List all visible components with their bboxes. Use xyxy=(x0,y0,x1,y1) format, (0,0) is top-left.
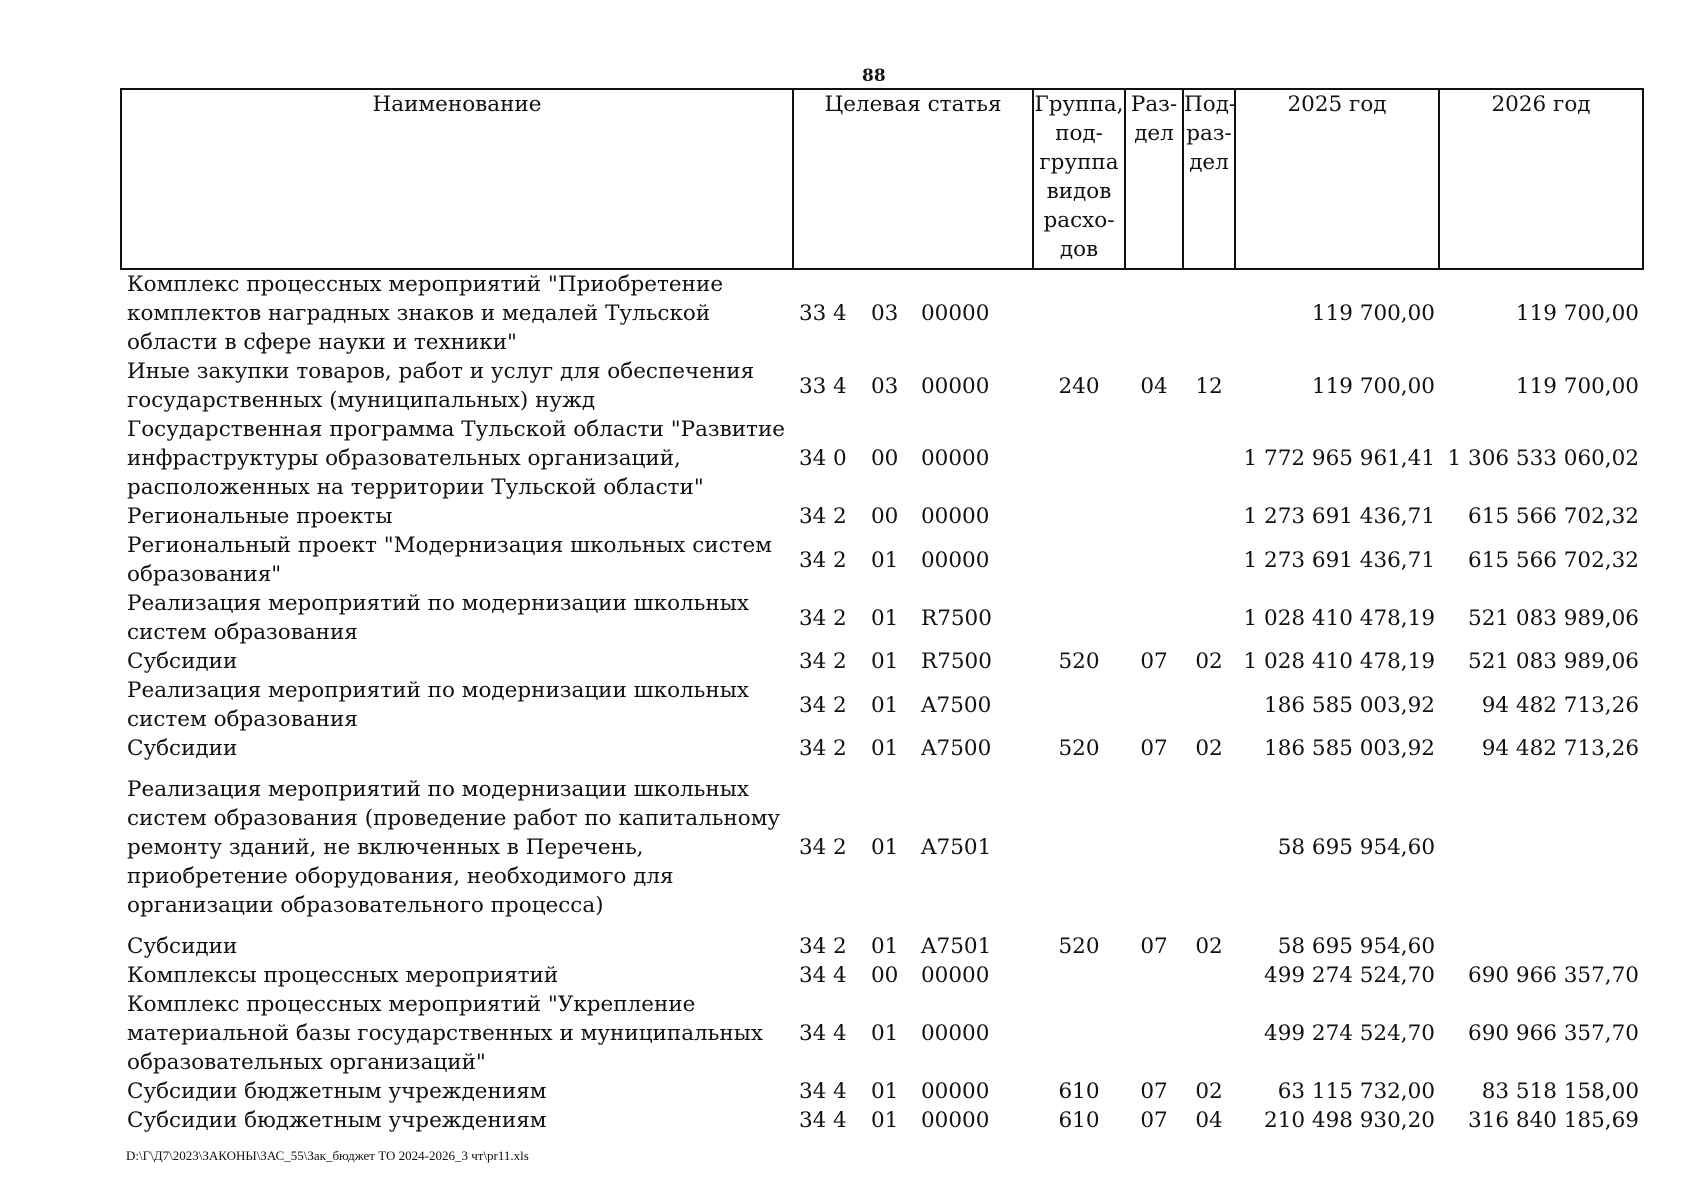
target-part: R7500 xyxy=(921,605,992,631)
target-part: 01 xyxy=(871,649,899,674)
row-value-2025: 186 585 003,92 xyxy=(1264,692,1435,718)
row-group xyxy=(1033,589,1125,647)
target-part: 4 xyxy=(833,1108,847,1133)
row-section: 04 xyxy=(1140,373,1168,399)
target-part: 4 xyxy=(833,1021,847,1046)
row-section xyxy=(1125,269,1183,357)
row-name: Субсидии бюджетным учреждениям xyxy=(127,1108,547,1133)
target-part: 34 xyxy=(799,1108,827,1133)
table-row xyxy=(121,961,1643,990)
header-2026: 2026 год xyxy=(1439,89,1643,269)
row-group: 520 xyxy=(1058,736,1100,761)
row-target xyxy=(793,589,1033,647)
row-subsection: 02 xyxy=(1195,649,1223,674)
row-target xyxy=(793,1106,1033,1135)
row-section: 07 xyxy=(1140,934,1168,959)
header-2025: 2025 год xyxy=(1235,89,1439,269)
row-group: 520 xyxy=(1058,934,1100,959)
row-section: 07 xyxy=(1140,736,1168,761)
target-part: 34 xyxy=(799,934,827,959)
row-spacer-cell xyxy=(121,763,1643,775)
row-subsection: 02 xyxy=(1195,736,1223,761)
target-part: 34 xyxy=(799,692,827,718)
row-value-2025: 119 700,00 xyxy=(1311,301,1435,326)
row-target xyxy=(793,531,1033,589)
target-part: 34 xyxy=(799,1079,827,1104)
row-name: Субсидии xyxy=(127,736,238,761)
row-subsection xyxy=(1183,589,1235,647)
target-part: 34 xyxy=(799,504,827,529)
row-name: Реализация мероприятий по модернизации школьных систем образования xyxy=(127,678,749,732)
row-target xyxy=(793,357,1033,415)
row-subsection xyxy=(1183,990,1235,1077)
target-part: 2 xyxy=(833,605,847,631)
row-subsection xyxy=(1183,961,1235,990)
target-part: 00000 xyxy=(921,301,990,326)
target-part: 00000 xyxy=(921,1108,990,1133)
table-body xyxy=(121,269,1643,1135)
target-part: 2 xyxy=(833,835,847,860)
header-name: Наименование xyxy=(121,89,793,269)
table-row xyxy=(121,932,1643,961)
row-name: Иные закупки товаров, работ и услуг для обеспечения государственных (муниципальных) нужд xyxy=(127,359,755,413)
row-subsection xyxy=(1183,531,1235,589)
row-group xyxy=(1033,502,1125,531)
row-section: 07 xyxy=(1140,1079,1168,1104)
row-value-2026 xyxy=(1439,932,1643,961)
row-group xyxy=(1033,676,1125,734)
target-part: 4 xyxy=(833,1079,847,1104)
row-value-2026: 119 700,00 xyxy=(1515,301,1639,326)
row-value-2026: 521 083 989,06 xyxy=(1468,605,1639,631)
row-section xyxy=(1125,531,1183,589)
row-name: Комплексы процессных мероприятий xyxy=(127,963,559,988)
row-value-2025: 63 115 732,00 xyxy=(1277,1079,1435,1104)
header-subsection xyxy=(1183,89,1235,269)
row-subsection: 12 xyxy=(1195,373,1223,399)
row-section xyxy=(1125,415,1183,502)
target-part: 00000 xyxy=(921,1021,990,1046)
target-part: 01 xyxy=(871,1021,899,1046)
header-subsection-line: Под- xyxy=(1184,92,1237,117)
row-subsection xyxy=(1183,269,1235,357)
row-target xyxy=(793,647,1033,676)
row-name: Субсидии xyxy=(127,649,238,674)
row-group: 610 xyxy=(1058,1108,1100,1133)
row-value-2026: 119 700,00 xyxy=(1515,373,1639,399)
target-part: 33 xyxy=(799,373,827,399)
row-value-2025: 186 585 003,92 xyxy=(1264,736,1435,761)
row-target xyxy=(793,269,1033,357)
row-value-2025: 1 273 691 436,71 xyxy=(1243,504,1435,529)
row-name: Комплекс процессных мероприятий "Приобретение комплектов наградных знаков и медалей Тульской области в сфере науки и техники" xyxy=(127,272,724,355)
table-row xyxy=(121,676,1643,734)
table-row xyxy=(121,775,1643,920)
target-part: 2 xyxy=(833,736,847,761)
row-subsection xyxy=(1183,415,1235,502)
row-value-2026: 615 566 702,32 xyxy=(1468,504,1639,529)
row-section xyxy=(1125,676,1183,734)
row-value-2026: 615 566 702,32 xyxy=(1468,547,1639,573)
row-target xyxy=(793,1077,1033,1106)
row-name: Субсидии xyxy=(127,934,238,959)
table-row xyxy=(121,357,1643,415)
target-part: 34 xyxy=(799,736,827,761)
target-part: 34 xyxy=(799,446,827,471)
header-group-line: Группа, xyxy=(1034,92,1124,117)
row-group xyxy=(1033,531,1125,589)
row-section xyxy=(1125,502,1183,531)
target-part: 01 xyxy=(871,692,899,718)
row-value-2026: 316 840 185,69 xyxy=(1468,1108,1639,1133)
budget-page xyxy=(120,88,1642,1135)
target-part: 03 xyxy=(871,373,899,399)
target-part: R7500 xyxy=(921,649,992,674)
target-part: 00000 xyxy=(921,446,990,471)
row-group xyxy=(1033,961,1125,990)
row-group xyxy=(1033,415,1125,502)
row-subsection xyxy=(1183,775,1235,920)
row-subsection xyxy=(1183,502,1235,531)
target-part: 0 xyxy=(833,446,847,471)
table-row xyxy=(121,647,1643,676)
row-section: 07 xyxy=(1140,1108,1168,1133)
row-target xyxy=(793,502,1033,531)
target-part: A7500 xyxy=(921,736,992,761)
row-section xyxy=(1125,589,1183,647)
row-group xyxy=(1033,990,1125,1077)
target-part: 01 xyxy=(871,736,899,761)
row-name: Субсидии бюджетным учреждениям xyxy=(127,1079,547,1104)
header-target: Целевая статья xyxy=(793,89,1033,269)
table-row xyxy=(121,589,1643,647)
table-row xyxy=(121,1106,1643,1135)
header-group xyxy=(1033,89,1125,269)
row-value-2025: 58 695 954,60 xyxy=(1277,934,1435,959)
target-part: 00 xyxy=(871,446,899,471)
header-section-line: дел xyxy=(1134,121,1174,146)
row-name: Региональные проекты xyxy=(127,504,393,529)
row-group xyxy=(1033,269,1125,357)
row-group: 610 xyxy=(1058,1079,1100,1104)
header-group-line: группа xyxy=(1039,150,1119,175)
row-section xyxy=(1125,775,1183,920)
row-value-2025: 210 498 930,20 xyxy=(1264,1108,1435,1133)
row-value-2025: 1 028 410 478,19 xyxy=(1243,649,1435,674)
row-subsection: 04 xyxy=(1195,1108,1223,1133)
target-part: 2 xyxy=(833,649,847,674)
row-value-2026 xyxy=(1439,775,1643,920)
header-group-line: расхо- xyxy=(1043,208,1115,233)
target-part: 34 xyxy=(799,835,827,860)
row-target xyxy=(793,932,1033,961)
row-target xyxy=(793,961,1033,990)
row-value-2026: 94 482 713,26 xyxy=(1481,736,1639,761)
row-value-2025: 499 274 524,70 xyxy=(1264,963,1435,988)
table-row xyxy=(121,1077,1643,1106)
row-name: Реализация мероприятий по модернизации школьных систем образования (проведение работ по капитальному ремонту зданий, не включенных в Перечень, приобретение оборудования, необходимого для организации образовательного процесса) xyxy=(127,777,781,918)
row-value-2026: 1 306 533 060,02 xyxy=(1447,446,1639,471)
target-part: 4 xyxy=(833,301,847,326)
header-group-line: под- xyxy=(1055,121,1103,146)
row-target xyxy=(793,676,1033,734)
header-subsection-line: дел xyxy=(1189,150,1229,175)
row-value-2026: 83 518 158,00 xyxy=(1481,1079,1639,1104)
target-part: 01 xyxy=(871,1108,899,1133)
header-group-line: видов xyxy=(1046,179,1112,204)
row-group: 240 xyxy=(1058,373,1100,399)
target-part: 33 xyxy=(799,301,827,326)
header-group-line: дов xyxy=(1059,237,1099,262)
target-part: 00000 xyxy=(921,373,990,399)
target-part: 34 xyxy=(799,547,827,573)
row-target xyxy=(793,775,1033,920)
target-part: A7501 xyxy=(921,934,992,959)
row-value-2025: 499 274 524,70 xyxy=(1264,1021,1435,1046)
row-value-2026: 94 482 713,26 xyxy=(1481,692,1639,718)
header-section-line: Раз- xyxy=(1130,92,1178,117)
row-section xyxy=(1125,961,1183,990)
row-group xyxy=(1033,775,1125,920)
row-subsection xyxy=(1183,676,1235,734)
target-part: 01 xyxy=(871,1079,899,1104)
target-part: 01 xyxy=(871,547,899,573)
row-target xyxy=(793,990,1033,1077)
row-name: Государственная программа Тульской области "Развитие инфраструктуры образовательных организаций, расположенных на территории Тульской области" xyxy=(127,417,785,500)
row-value-2025: 1 273 691 436,71 xyxy=(1243,547,1435,573)
target-part: 01 xyxy=(871,605,899,631)
row-value-2025: 1 772 965 961,41 xyxy=(1243,446,1435,471)
target-part: 2 xyxy=(833,504,847,529)
row-name: Региональный проект "Модернизация школьных систем образования" xyxy=(127,533,772,587)
row-name: Комплекс процессных мероприятий "Укрепление материальной базы государственных и муниципальных образовательных организаций" xyxy=(127,992,763,1075)
target-part: 34 xyxy=(799,649,827,674)
table-row xyxy=(121,990,1643,1077)
row-subsection: 02 xyxy=(1195,1079,1223,1104)
table-row xyxy=(121,269,1643,357)
target-part: 2 xyxy=(833,692,847,718)
row-spacer-cell xyxy=(121,920,1643,932)
row-value-2025: 1 028 410 478,19 xyxy=(1243,605,1435,631)
row-value-2026: 521 083 989,06 xyxy=(1468,649,1639,674)
file-path-footer: D:\Г\Д7\2023\ЗАКОНЫ\ЗАС_55\Зак_бюджет ТО 2024-2026_3 чт\pr11.xls xyxy=(126,1148,529,1163)
target-part: 00000 xyxy=(921,963,990,988)
target-part: 34 xyxy=(799,963,827,988)
target-part: 2 xyxy=(833,547,847,573)
target-part: 34 xyxy=(799,1021,827,1046)
row-value-2026: 690 966 357,70 xyxy=(1468,1021,1639,1046)
target-part: 03 xyxy=(871,301,899,326)
row-subsection: 02 xyxy=(1195,934,1223,959)
target-part: 00 xyxy=(871,504,899,529)
budget-table xyxy=(120,88,1644,1135)
row-name: Реализация мероприятий по модернизации школьных систем образования xyxy=(127,591,749,645)
target-part: 00 xyxy=(871,963,899,988)
target-part: 00000 xyxy=(921,504,990,529)
target-part: 4 xyxy=(833,373,847,399)
target-part: 00000 xyxy=(921,1079,990,1104)
row-value-2025: 119 700,00 xyxy=(1311,373,1435,399)
table-row xyxy=(121,531,1643,589)
page-number: 88 xyxy=(862,66,886,86)
target-part: 2 xyxy=(833,934,847,959)
target-part: 34 xyxy=(799,605,827,631)
row-section: 07 xyxy=(1140,649,1168,674)
table-row xyxy=(121,415,1643,502)
table-row xyxy=(121,502,1643,531)
row-section xyxy=(1125,990,1183,1077)
header-section xyxy=(1125,89,1183,269)
target-part: 00000 xyxy=(921,547,990,573)
target-part: A7501 xyxy=(921,835,992,860)
row-value-2025: 58 695 954,60 xyxy=(1277,835,1435,860)
row-target xyxy=(793,734,1033,763)
table-header-row xyxy=(121,89,1643,269)
row-target xyxy=(793,415,1033,502)
row-value-2026: 690 966 357,70 xyxy=(1468,963,1639,988)
target-part: 01 xyxy=(871,934,899,959)
table-row xyxy=(121,734,1643,763)
target-part: A7500 xyxy=(921,692,992,718)
target-part: 4 xyxy=(833,963,847,988)
row-spacer xyxy=(121,763,1643,775)
row-group: 520 xyxy=(1058,649,1100,674)
header-subsection-line: раз- xyxy=(1186,121,1232,146)
row-spacer xyxy=(121,920,1643,932)
target-part: 01 xyxy=(871,835,899,860)
